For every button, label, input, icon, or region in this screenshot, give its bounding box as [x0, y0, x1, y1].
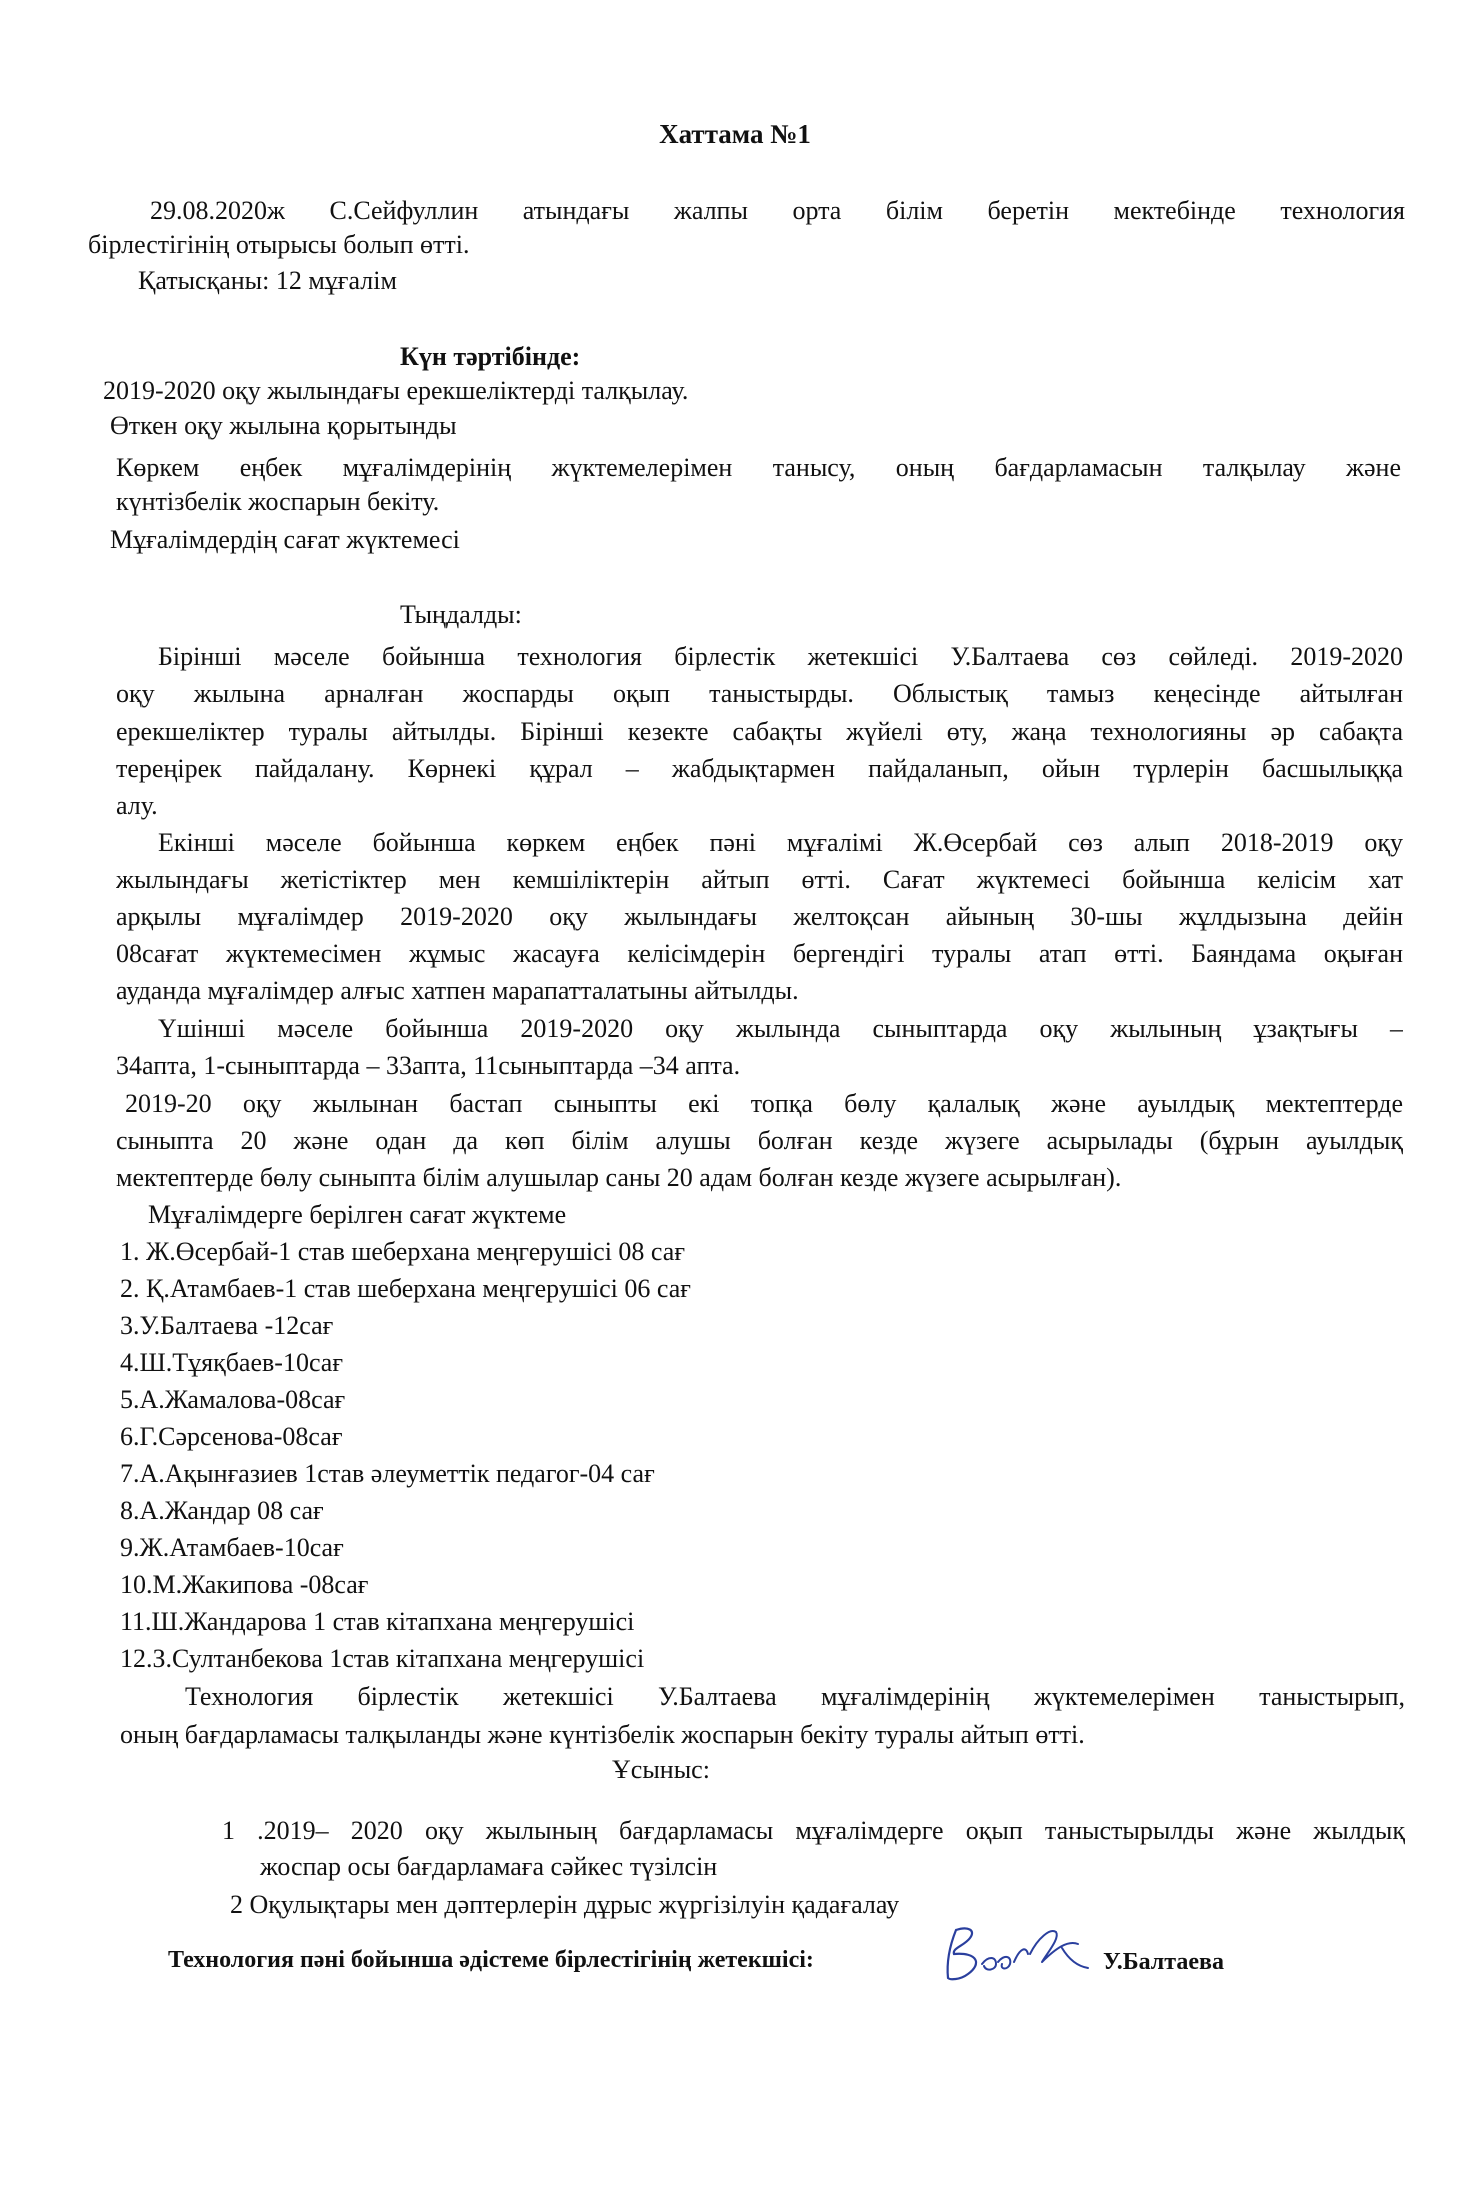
- teacher-item: 3.У.Балтаева -12сағ: [120, 1311, 334, 1340]
- teacher-item: 9.Ж.Атамбаев-10сағ: [120, 1533, 344, 1562]
- teacher-item: 1. Ж.Өсербай-1 став шеберхана меңгерушісі 08 сағ: [120, 1237, 685, 1266]
- paragraph-line: оқу жылына арналған жоспарды оқып таныстырды. Облыстық тамыз кеңесінде айтылған: [116, 679, 1403, 708]
- closing-line: оның бағдарламасы талқыланды және күнтізбелік жоспарын бекіту туралы айтып өтті.: [120, 1720, 1085, 1749]
- proposal-item: жоспар осы бағдарламаға сәйкес түзілсін: [260, 1852, 718, 1881]
- paragraph-line: Екінші мәселе бойынша көркем еңбек пәні мұғалімі Ж.Өсербай сөз алып 2018-2019 оқу: [158, 828, 1403, 857]
- closing-line: Технология бірлестік жетекшісі У.Балтаева мұғалімдерінің жүктемелерімен таныстырып,: [185, 1682, 1405, 1711]
- proposal-item: 2 Оқулықтары мен дәптерлерін дұрыс жүргізілуін қадағалау: [230, 1890, 900, 1919]
- agenda-item: Өткен оқу жылына қорытынды: [110, 411, 457, 440]
- intro-line-2: бірлестігінің отырысы болып өтті.: [88, 230, 470, 259]
- attendees-count: Қатысқаны: 12 мұғалім: [138, 266, 397, 295]
- proposal-heading: Ұсыныс:: [612, 1755, 710, 1784]
- load-heading: Мұғалімдерге берілген сағат жүктеме: [148, 1200, 567, 1229]
- teacher-item: 4.Ш.Тұяқбаев-10сағ: [120, 1348, 344, 1377]
- agenda-item: Көркем еңбек мұғалімдерінің жүктемелерімен танысу, оның бағдарламасын талқылау және: [116, 453, 1401, 482]
- agenda-item: Мұғалімдердің сағат жүктемесі: [110, 525, 460, 554]
- paragraph-line: 34апта, 1-сыныптарда – 33апта, 11сыныптарда –34 апта.: [116, 1051, 741, 1080]
- paragraph-line: Бірінші мәселе бойынша технология бірлестік жетекшісі У.Балтаева сөз сөйледі. 2019-2020: [158, 642, 1403, 671]
- agenda-item: 2019-2020 оқу жылындағы ерекшеліктерді талқылау.: [103, 376, 689, 405]
- teacher-item: 2. Қ.Атамбаев-1 став шеберхана меңгерушісі 06 сағ: [120, 1274, 691, 1303]
- teacher-item: 10.М.Жакипова -08сағ: [120, 1570, 369, 1599]
- paragraph-line: алу.: [116, 791, 158, 820]
- paragraph-line: 08сағат жүктемесімен жұмыс жасауға келісімдерін бергендігі туралы атап өтті. Баяндама оқыған: [116, 939, 1403, 968]
- agenda-item: күнтізбелік жоспарын бекіту.: [116, 487, 440, 516]
- paragraph-line: 2019-20 оқу жылынан бастап сыныпты екі топқа бөлу қалалық және ауылдық мектептерде: [125, 1089, 1403, 1118]
- paragraph-line: Үшінші мәселе бойынша 2019-2020 оқу жылында сыныптарда оқу жылының ұзақтығы –: [158, 1014, 1403, 1043]
- paragraph-line: ерекшеліктер туралы айтылды. Бірінші кезекте сабақты жүйелі өту, жаңа технологияны әр сабақта: [116, 717, 1403, 746]
- teacher-item: 11.Ш.Жандарова 1 став кітапхана меңгерушісі: [120, 1607, 635, 1636]
- proposal-item: 1 .2019– 2020 оқу жылының бағдарламасы мұғалімдерге оқып таныстырылды және жылдық: [222, 1816, 1405, 1845]
- signature-label: Технология пәні бойынша әдістеме бірлестігінің жетекшісі:: [168, 1947, 814, 1973]
- signature-row: [168, 1918, 1268, 2008]
- teacher-item: 12.З.Султанбекова 1став кітапхана меңгерушісі: [120, 1644, 645, 1673]
- signatory-name: У.Балтаева: [1103, 1949, 1224, 1975]
- heard-heading: Тыңдалды:: [400, 600, 522, 629]
- paragraph-line: ауданда мұғалімдер алғыс хатпен марапатталатыны айтылды.: [116, 976, 799, 1005]
- document-title: Хаттама №1: [659, 119, 811, 149]
- teacher-item: 8.А.Жандар 08 сағ: [120, 1496, 324, 1525]
- paragraph-line: арқылы мұғалімдер 2019-2020 оқу жылындағы желтоқсан айының 30-шы жұлдызына дейін: [116, 902, 1403, 931]
- teacher-item: 5.А.Жамалова-08сағ: [120, 1385, 346, 1414]
- intro-line-1: 29.08.2020ж С.Сейфуллин атындағы жалпы орта білім беретін мектебінде технология: [150, 196, 1405, 225]
- paragraph-line: сыныпта 20 және одан да көп білім алушы болған кезде жүзеге асырылады (бұрын ауылдық: [116, 1126, 1403, 1155]
- teacher-item: 7.А.Ақынғазиев 1став әлеуметтік педагог-04 сағ: [120, 1459, 655, 1488]
- paragraph-line: жылындағы жетістіктер мен кемшіліктерін айтып өтті. Сағат жүктемесі бойынша келісім хат: [116, 865, 1403, 894]
- paragraph-line: тереңірек пайдалану. Көрнекі құрал – жабдықтармен пайдаланып, ойын түрлерін басшылыққа: [116, 754, 1403, 783]
- agenda-heading: Күн тәртібінде:: [400, 342, 581, 371]
- paragraph-line: мектептерде бөлу сыныпта білім алушылар саны 20 адам болған кезде жүзеге асырылған).: [116, 1163, 1122, 1192]
- handwritten-signature: [938, 1918, 1108, 1998]
- teacher-item: 6.Г.Сәрсенова-08сағ: [120, 1422, 343, 1451]
